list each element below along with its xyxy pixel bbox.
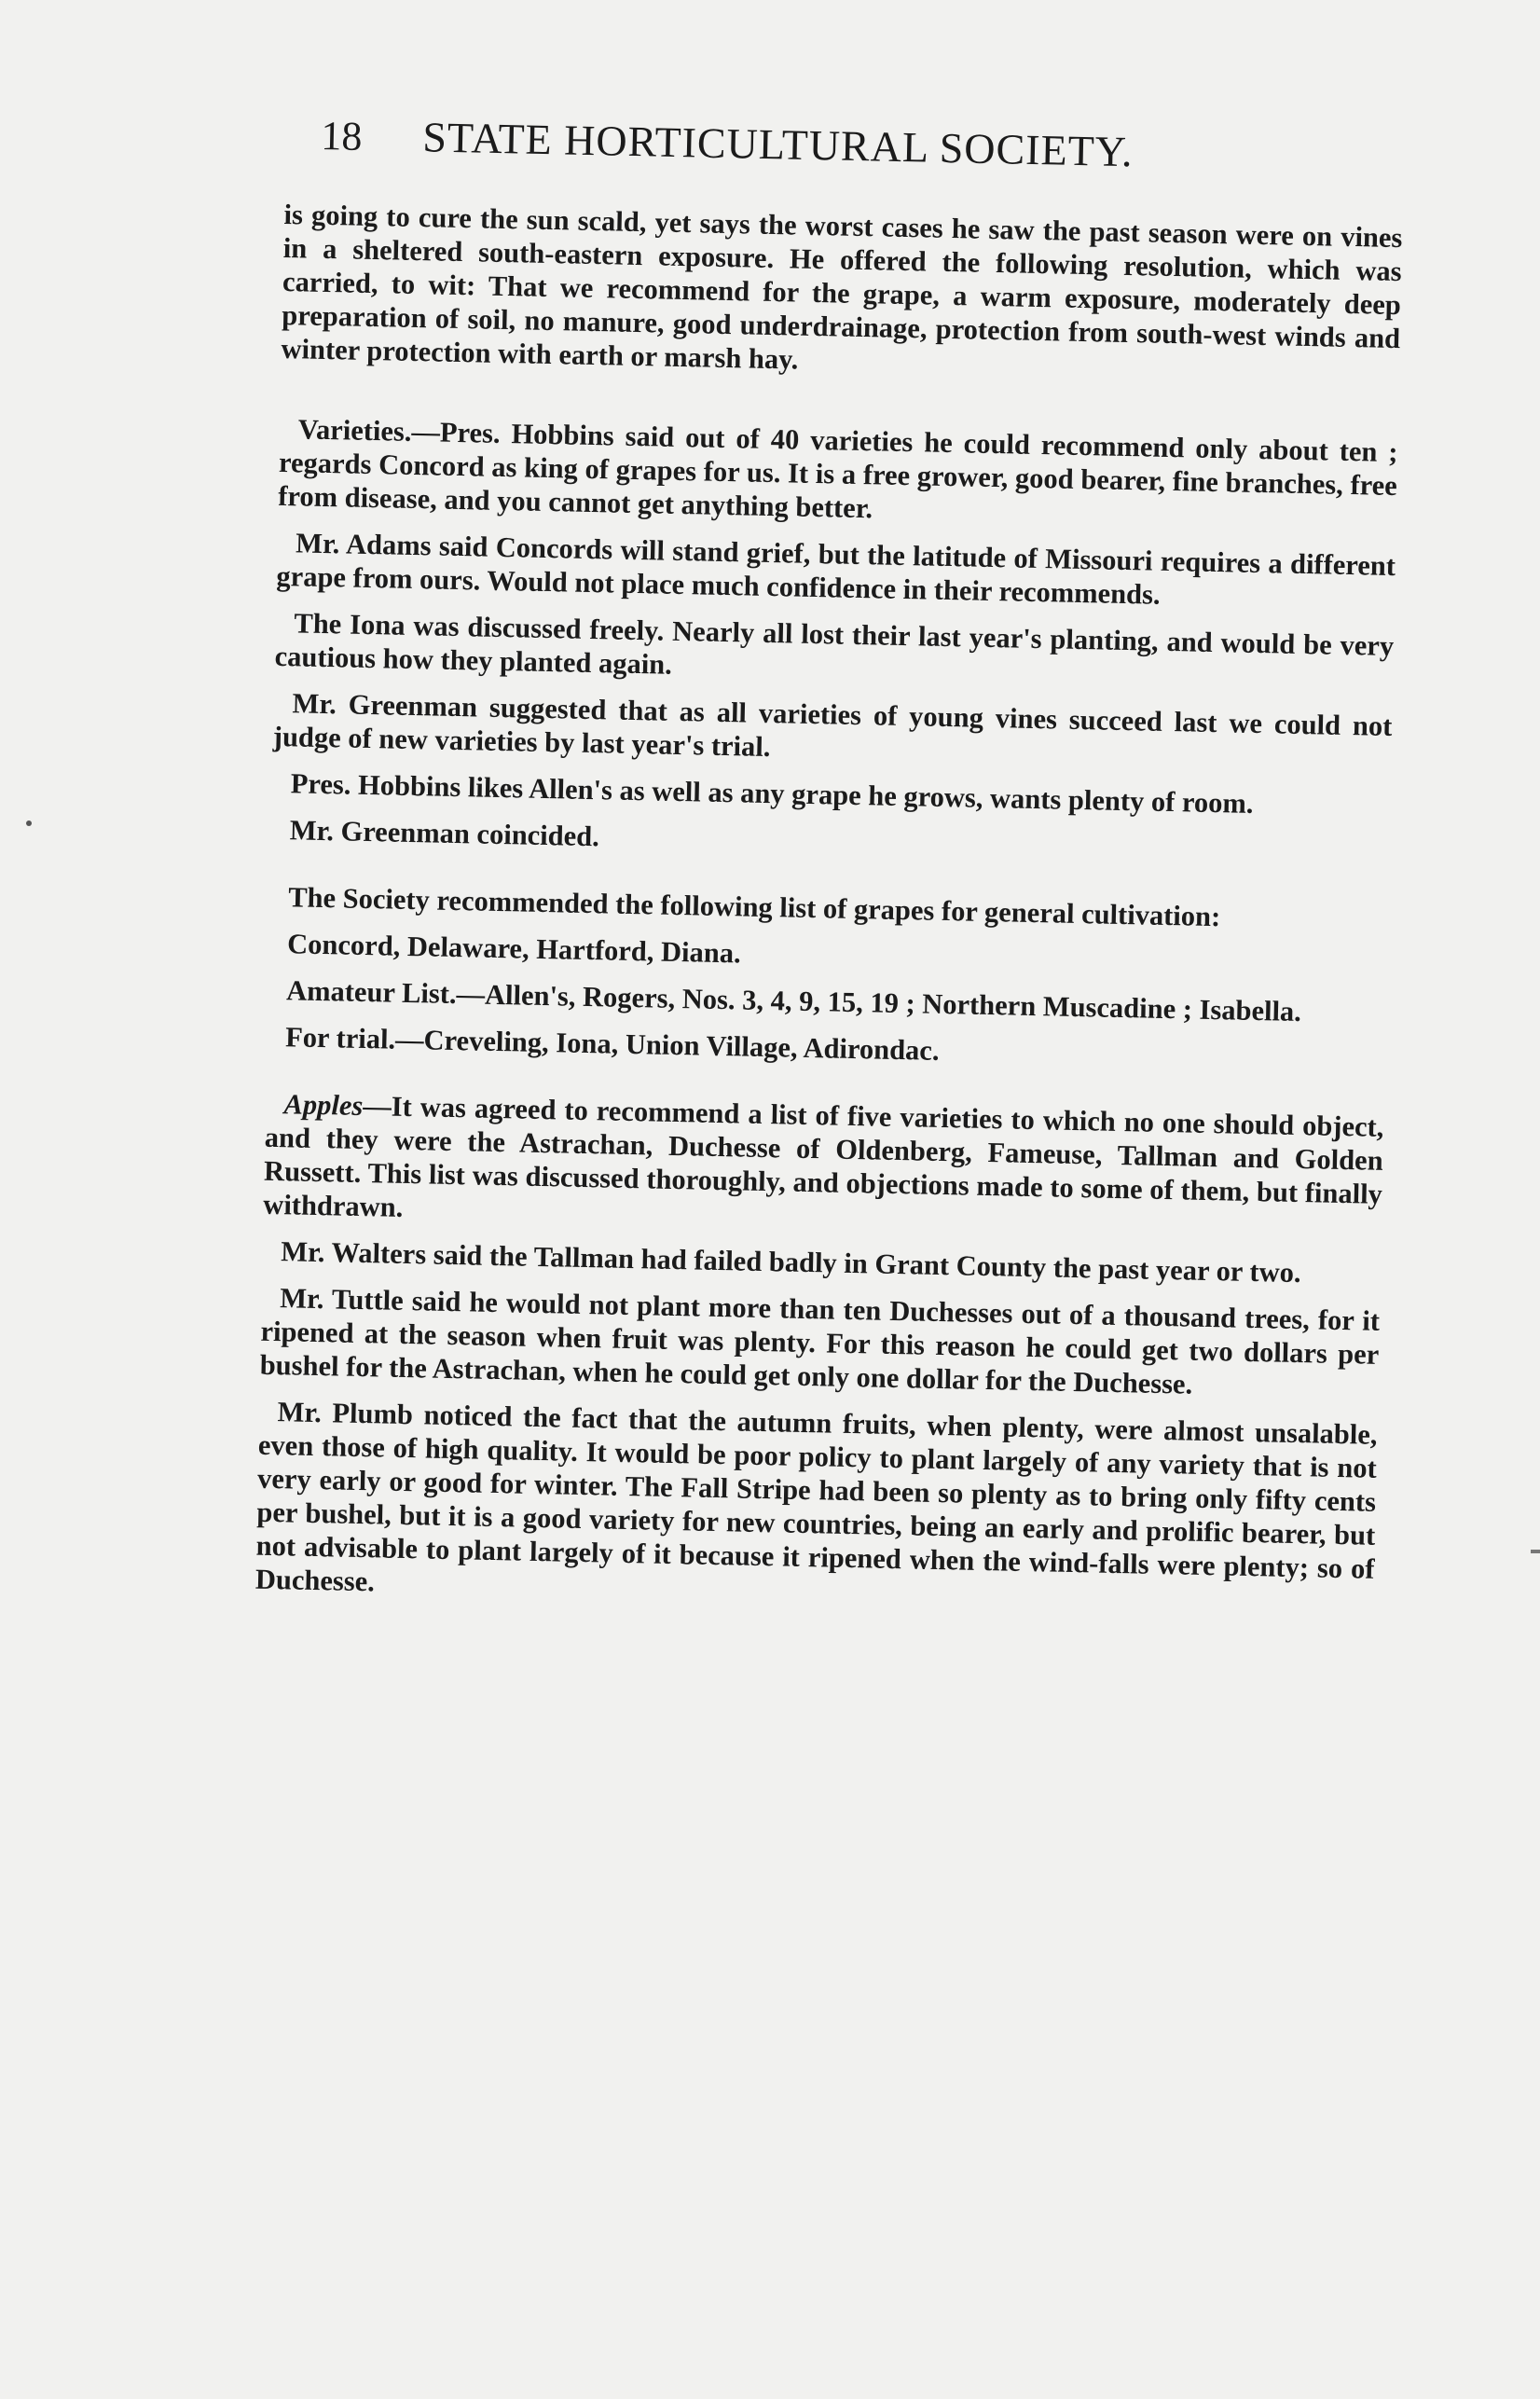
paragraph-society-recommended: The Society recommended the following list of grapes for general cultivation: [287,881,1221,933]
paragraph-for-trial: For trial.—Creveling, Iona, Union Village, Adirondac. [284,1021,940,1067]
paragraph-greenman-coincided: Mr. Greenman coincided. [289,814,600,853]
paragraph-varieties: Varieties.—Pres. Hobbins said out of 40 varieties he could recommend only about ten ; regards Concord as king of grapes for us. It is a free grower, good bearer, fine branches, free from disease, and you cannot get anything better. [277,413,1398,525]
apples-heading: Apples [283,1088,364,1122]
paragraph-tuttle: Mr. Tuttle said he would not plant more than ten Duchesses out of a thousand trees, for it ripened at the season when fruit was plenty. For this reason he could get two dollars per bushel for the Astrachan, when he could get only one dollar for the Duchesse. [259,1282,1381,1400]
page-header [320,110,1262,204]
apples-text: —It was agreed to recommend a list of five varieties to which no one should object, and they were the Astrachan, Duchesse of Oldenberg, Fameuse, Tallman and Golden Russett. This list was discussed thoroughly, and objections made to some of them, but finally withdrawn. [263,1089,1384,1223]
paragraph-walters: Mr. Walters said the Tallman had failed badly in Grant County the past year or two. [280,1235,1301,1289]
paragraph-general-list: Concord, Delaware, Hartford, Diana. [286,928,742,970]
paragraph-hobbins-allens: Pres. Hobbins likes Allen's as well as any grape he grows, wants plenty of room. [290,767,1254,820]
margin-mark [1531,1550,1540,1553]
body-text [254,198,1402,1633]
paragraph-iona: The Iona was discussed freely. Nearly all lost their last year's planting, and would be very cautious how they planted again. [274,607,1395,681]
paragraph-apples [263,1087,1384,1245]
paragraph-greenman-suggestion: Mr. Greenman suggested that as all varieties of young vines succeed last we could not judge of new varieties by last year's trial. [272,687,1393,764]
page-number: 18 [320,112,363,159]
paragraph-sun-scald: is going to cure the sun scald, yet says the worst cases he saw the past season were on vines in a sheltered south-eastern exposure. He offered the following resolution, which was carried, to wit: That we recommend for the grape, a warm exposure, moderately deep preparation of soil, no manure, good underdrainage, protection from south-west winds and winter protection with earth or marsh hay. [281,198,1403,376]
running-title: STATE HORTICULTURAL SOCIETY. [421,113,1134,176]
margin-speck [26,820,32,826]
paragraph-plumb: Mr. Plumb noticed the fact that the autumn fruits, when plenty, were almost unsalable, even those of high quality. It would be poor policy to plant largely of any variety that is not very early or good for winter. The Fall Stripe had been so plenty as to bring only fifty cents per bushel, but it is a good variety for new countries, being an early and prolific bearer, but not advisable to plant largely of it because it ripened when the wind-falls were plenty; so of Duchesse. [254,1396,1378,1598]
paragraph-amateur-list: Amateur List.—Allen's, Rogers, Nos. 3, 4, 9, 15, 19 ; Northern Muscadine ; Isabella. [285,974,1302,1028]
paragraph-adams: Mr. Adams said Concords will stand grief, but the latitude of Missouri requires a different grape from ours. Would not place much confidence in their recommends. [276,527,1396,611]
